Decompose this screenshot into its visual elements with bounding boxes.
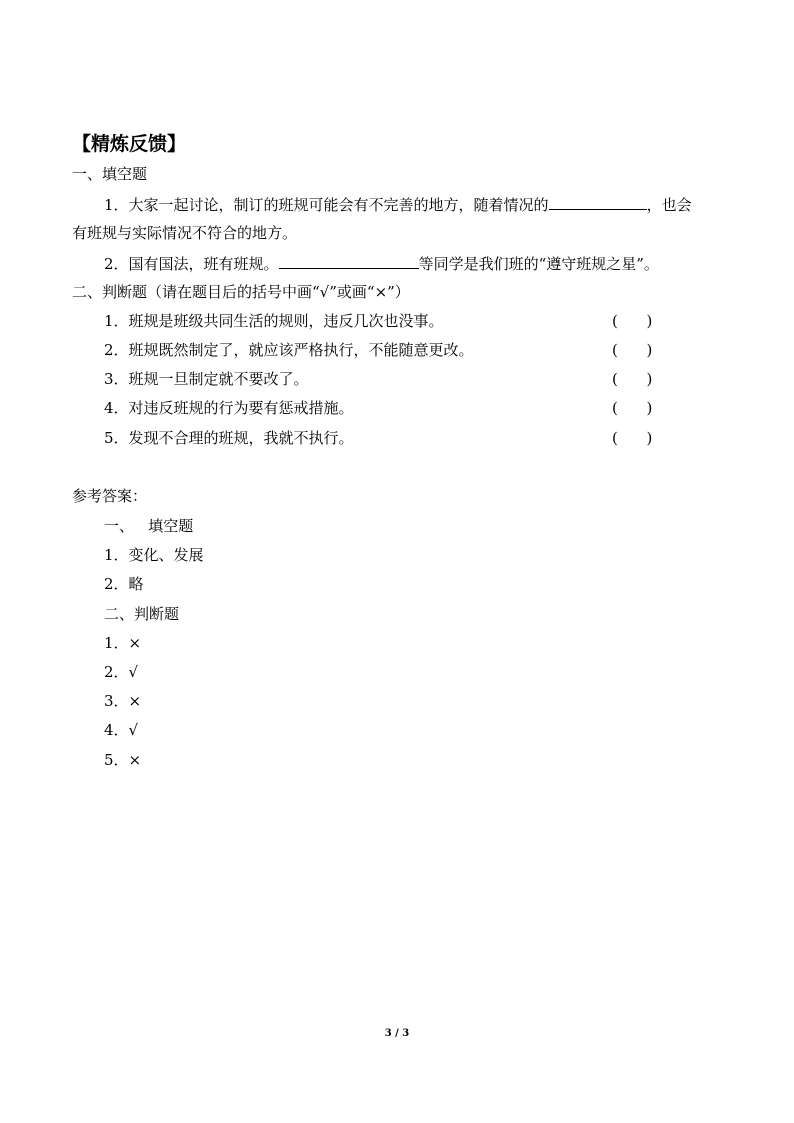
page-number: 3 / 3 bbox=[384, 1028, 410, 1039]
item-text: 班规是班级共同生活的规则，违反几次也没事。 bbox=[128, 312, 444, 330]
answer-item: 4．√ bbox=[104, 721, 139, 739]
item-number: 1． bbox=[104, 312, 129, 330]
answer-item: 2．√ bbox=[104, 663, 139, 681]
question-number: 2． bbox=[104, 255, 129, 273]
item-text: 发现不合理的班规，我就不执行。 bbox=[128, 429, 354, 447]
answer-bracket[interactable]: ( ) bbox=[612, 370, 653, 388]
answer-bracket[interactable]: ( ) bbox=[612, 429, 653, 447]
judge-item bbox=[104, 340, 474, 360]
fill-question-1-continued: 有班规与实际情况不符合的地方。 bbox=[72, 224, 298, 242]
fill-heading: 一、填空题 bbox=[72, 165, 148, 183]
answer-item: 2．略 bbox=[104, 575, 144, 593]
answer-item: 5．× bbox=[104, 751, 142, 769]
answers-heading: 参考答案： bbox=[72, 487, 148, 505]
answer-blank[interactable] bbox=[549, 194, 647, 210]
answer-bracket[interactable]: ( ) bbox=[612, 312, 653, 330]
answer-blank[interactable] bbox=[279, 253, 419, 269]
item-number: 4． bbox=[104, 399, 129, 417]
answer-item: 1．× bbox=[104, 634, 142, 652]
answer-bracket[interactable]: ( ) bbox=[612, 399, 653, 417]
question-number: 1． bbox=[104, 196, 129, 214]
answer-item: 3．× bbox=[104, 692, 142, 710]
question-text: 国有国法，班有班规。 bbox=[128, 255, 279, 273]
question-text-tail: ，也会 bbox=[646, 196, 692, 214]
item-number: 2． bbox=[104, 341, 129, 359]
judge-item bbox=[104, 428, 354, 448]
section-title: 【精炼反馈】 bbox=[72, 133, 187, 155]
item-text: 对违反班规的行为要有惩戒措施。 bbox=[128, 399, 354, 417]
question-text: 大家一起讨论，制订的班规可能会有不完善的地方，随着情况的 bbox=[128, 196, 549, 214]
answer-item: 1．变化、发展 bbox=[104, 546, 204, 564]
item-number: 5． bbox=[104, 429, 129, 447]
judge-item bbox=[104, 311, 444, 331]
answers-judge-heading: 二、判断题 bbox=[104, 605, 180, 623]
item-number: 3． bbox=[104, 370, 129, 388]
question-text-tail: 等同学是我们班的“遵守班规之星”。 bbox=[418, 255, 659, 273]
fill-question-2 bbox=[104, 253, 659, 274]
item-text: 班规既然制定了，就应该严格执行，不能随意更改。 bbox=[128, 341, 474, 359]
answer-bracket[interactable]: ( ) bbox=[612, 341, 653, 359]
answers-fill-heading: 一、 填空题 bbox=[104, 517, 194, 535]
judge-item bbox=[104, 369, 309, 389]
judge-item bbox=[104, 398, 354, 418]
fill-question-1 bbox=[104, 194, 692, 215]
item-text: 班规一旦制定就不要改了。 bbox=[128, 370, 309, 388]
judge-heading: 二、判断题（请在题目后的括号中画“√”或画“×”） bbox=[72, 283, 410, 301]
